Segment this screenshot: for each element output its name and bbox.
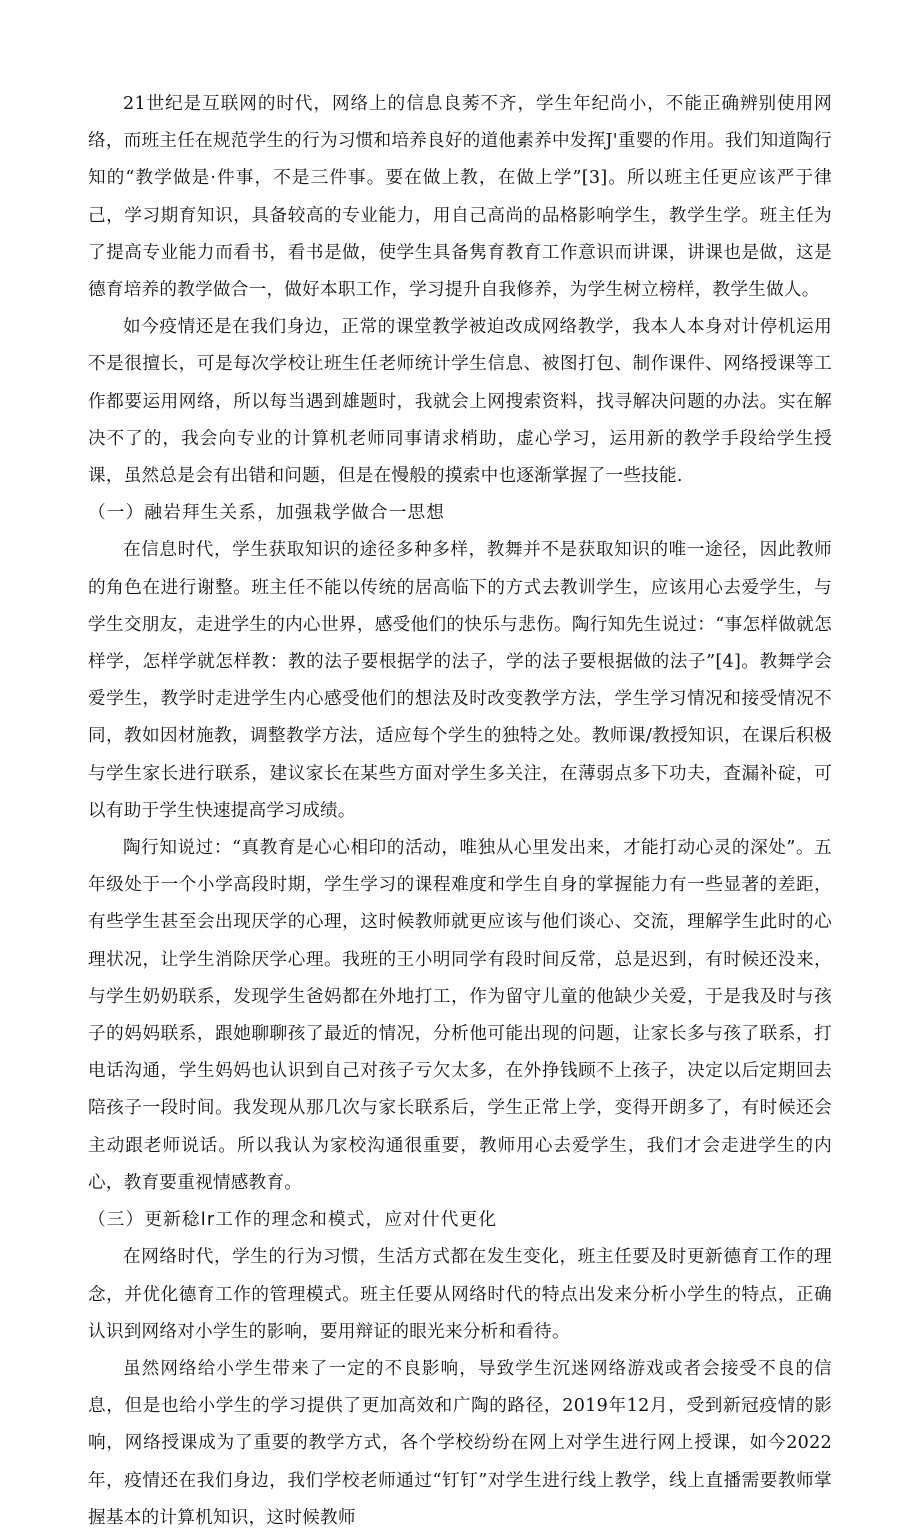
paragraph-true-education: 陶行知说过：“真教育是心心相印的活动，唯独从心里发出来，才能打动心灵的深处”。五年级处于一个小学高段时期，学生学习的课程难度和学生自身的掌握能力有一些显著的差距，有些学生甚至会出现厌学的心理，这时候教师就更应该与他们谈心、交流，理解学生此时的心理状况，让学生消除厌学心理。我班的王小明同学有段时间反常，总是迟到，有时候还没来，与学生奶奶联系，发现学生爸妈都在外地打工，作为留守儿童的他缺少关爱，于是我及时与孩子的妈妈联系，跟她聊聊孩了最近的情况，分析他可能出现的问题，让家长多与孩了联系，打电话沟通，学生妈妈也认识到自己对孩子亏欠太多，在外挣钱顾不上孩子，决定以后定期回去陪孩子一段时间。我发现从那几次与家长联系后，学生正常上学，变得开朗多了，有时候还会主动跟老师说话。所以我认为家校沟通很重要，教师用心去爱学生，我们才会走进学生的内心，教育要重视情感教育。 [88, 838, 832, 1193]
section-heading-1: （一）融岩拜生关系，加强栽学做合一思想 [88, 503, 446, 524]
document-page [88, 86, 832, 1537]
paragraph-information-age: 在信息时代，学生获取知识的途径多种多样，教舞并不是获取知识的唯一途径，因此教师的角色在进行谢整。班主任不能以传统的居高临下的方式去教训学生，应该用心去爱学生，与学生交朋友，走进学生的内心世界，感受他们的快乐与悲伤。陶行知先生说过：“事怎样做就怎样学，怎样学就怎样教：教的法子要根据学的法子，学的法子要根据做的法子”[4]。教舞学会爱学生，教学时走进学生内心感受他们的想法及时改变教学方法，学生学习情况和接受情况不同，教如因材施教，调整教学方法，适应每个学生的独特之处。教师课/教授知识，在课后积极与学生家长进行联系，建议家长在某些方面对学生多关注，在薄弱点多下功夫，査漏补碇，可以有助于学生快速提高学习成绩。 [88, 540, 832, 821]
paragraph-network-era-habits: 在网络时代，学生的行为习惯，生活方式都在发生变化，班主任要及时更新德育工作的理念，并优化德育工作的管理模式。班主任要从网络时代的特点出发来分析小学生的特点，正确认识到网络对小学生的影响，要用辩证的眼光来分析和看待。 [88, 1247, 832, 1342]
paragraph-pandemic-teaching: 如今疫情还是在我们身边，正常的课堂教学被迫改成网络教学，我本人本身对计停机运用不是很擅长，可是每次学校让班生任老师统计学生信息、被图打包、制作课件、网络授课等工作都要运用网络，所以每当遇到雄题时，我就会上网搜索资料，找寻解决问题的办法。实在解决不了的，我会向专业的计算机老师同事请求梢助，虚心学习，运用新的教学手段给学生授课，虽然总是会有出错和问题，但是在慢般的摸索中也逐渐掌握了一些技能. [88, 317, 832, 487]
paragraph-online-teaching: 虽然网络给小学生带来了一定的不良影响，导致学生沉迷网络游戏或者会接受不良的信息，但是也给小学生的学习提供了更加高效和广陶的路径，2019年12月，受到新冠疫情的影响，网络授课成为了重要的教学方式，各个学校纷纷在网上对学生进行网上授课，如今2022年，疫情还在我们身边，我们学校老师通过“钉钉”对学生进行线上教学，线上直播需要教师掌握基本的计算机知识，这时候教师 [88, 1358, 832, 1528]
section-heading-3: （三）更新稔lr工作的理念和模式，应对什代更化 [88, 1210, 498, 1231]
paragraph-internet-era: 21世纪是互联网的时代，网络上的信息良莠不齐，学生年纪尚小，不能正确辨别使用网络，而班主任在规范学生的行为习惯和培养良好的道他素养中发挥J'重婴的作用。我们知道陶行知的“教学做是·件事，不是三件事。要在做上教，在做上学”[3]。所以班主任更应该严于律己，学习期育知识，具备较高的专业能力，用自己高尚的品格影响学生，教学生学。班主任为了提高专业能力而看书，看书是做，使学生具备隽育教育工作意识而讲课，讲课也是做，这是德育培养的教学做合一，做好本职工作，学习提升自我修养，为学生树立榜样，教学生做人。 [88, 94, 832, 301]
